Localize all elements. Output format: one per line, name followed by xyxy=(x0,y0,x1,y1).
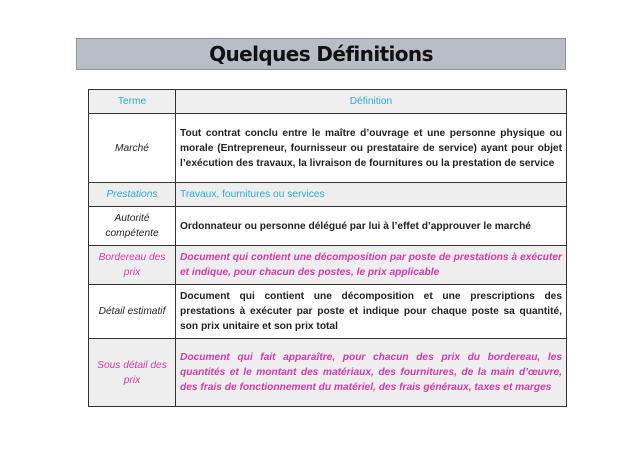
table-header-row xyxy=(89,90,567,114)
table-row xyxy=(89,285,567,339)
table-row xyxy=(89,183,567,207)
table-row xyxy=(89,339,567,407)
definition-cell: Document qui contient une décomposition par poste de prestations à exécuter et indique, pour chacun des postes, le prix applicable xyxy=(176,246,567,285)
term-cell: Bordereau des prix xyxy=(89,246,176,285)
definition-cell: Travaux, fournitures ou services xyxy=(176,183,567,207)
definition-cell: Document qui contient une décomposition et une prescriptions des prestations à exécuter par poste et indique pour chaque poste sa quantité, son prix unitaire et son prix total xyxy=(176,285,567,339)
term-cell: Marché xyxy=(89,114,176,183)
term-cell: Autorité compétente xyxy=(89,207,176,246)
term-cell: Prestations xyxy=(89,183,176,207)
definition-cell: Tout contrat conclu entre le maître d’ouvrage et une personne physique ou morale (Entrepreneur, fournisseur ou prestataire de service) ayant pour objet l’exécution des travaux, la livraison de fournitures ou la prestation de service xyxy=(176,114,567,183)
definitions-table xyxy=(88,89,567,407)
definition-cell: Ordonnateur ou personne délégué par lui à l’effet d’approuver le marché xyxy=(176,207,567,246)
page-title: Quelques Définitions xyxy=(209,42,433,66)
title-bar xyxy=(76,38,566,70)
table-row xyxy=(89,246,567,285)
table-row xyxy=(89,114,567,183)
header-definition: Définition xyxy=(176,90,567,114)
term-cell: Détail estimatif xyxy=(89,285,176,339)
header-term: Terme xyxy=(89,90,176,114)
table-row xyxy=(89,207,567,246)
term-cell: Sous détail des prix xyxy=(89,339,176,407)
definition-cell: Document qui fait apparaître, pour chacun des prix du bordereau, les quantités et le montant des matériaux, des fournitures, de la main d’œuvre, des frais de fonctionnement du matériel, des frais généraux, taxes et marges xyxy=(176,339,567,407)
